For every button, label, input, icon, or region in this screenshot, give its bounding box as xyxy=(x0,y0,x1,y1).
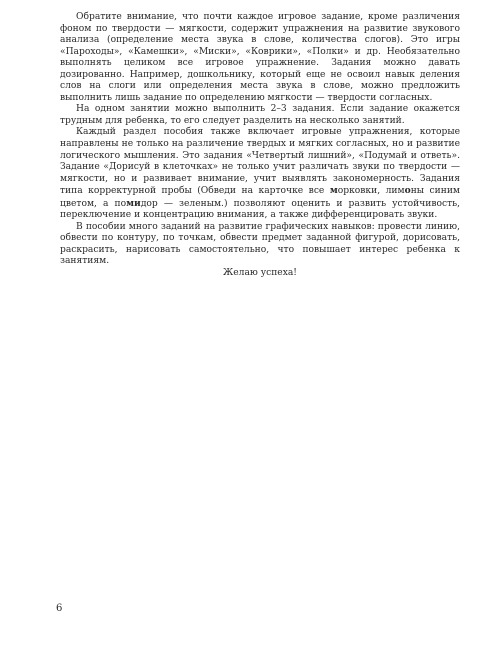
paragraph-2: На одном занятии можно выполнить 2–3 задания. Если задание окажется трудным для ребенка, то его следует разделить на несколько занятий. xyxy=(60,104,460,126)
body-text xyxy=(60,12,460,280)
paragraph-3-text-b: орковки, лим xyxy=(337,186,405,197)
paragraph-3 xyxy=(60,127,460,221)
emphasis-letters-mi: ми xyxy=(126,197,141,209)
paragraph-3-text-c: ны синим цветом, а по xyxy=(60,186,461,209)
paragraph-3-text-a: Каждый раздел пособия также включает игровые упражнения, которые направлены не только на различение твердых и мягких согласных, но и развитие логического мышления. Это задания «Четвертый лишний», «Подумай и ответь». Задание «Дорисуй в клеточках» не только учит различать звуки по твердости — мягкости, но и развивает внимание, учит выявлять закономерность. Задания типа корректурной пробы (Обведи на карточке все xyxy=(60,127,460,197)
paragraph-4: В пособии много заданий на развитие графических навыков: провести линию, обвести по контуру, по точкам, обвести предмет заданной фигурой, дорисовать, раскрасить, нарисовать самостоятельно, что повышает интерес ребенка к занятиям. xyxy=(60,221,460,267)
paragraph-1: Обратите внимание, что почти каждое игровое задание, кроме различения фоном по твердости — мягкости, содержит упражнения на развитие звукового анализа (определение места звука в слове, количества слогов). Это игры «Пароходы», «Камешки», «Миски», «Коврики», «Полки» и др. Необязательно выполнять целиком все игровое упражнение. Задания можно давать дозированно. Например, дошкольнику, который еще не освоил навык деления слов на слоги или определения места звука в слове, можно предложить выполнить лишь задание по определению мягкости — твердости согласных. xyxy=(60,12,460,103)
closing-line: Желаю успеха! xyxy=(223,268,297,279)
emphasis-letter-m: м xyxy=(329,185,338,197)
paragraph-3-text-d: дор — зеленым.) позволяют оценить и развить устойчивость, переключение и концентрацию внимания, а также дифференцировать звуки. xyxy=(60,198,460,221)
emphasis-letter-o: о xyxy=(404,185,411,197)
page-number: 6 xyxy=(56,603,63,614)
